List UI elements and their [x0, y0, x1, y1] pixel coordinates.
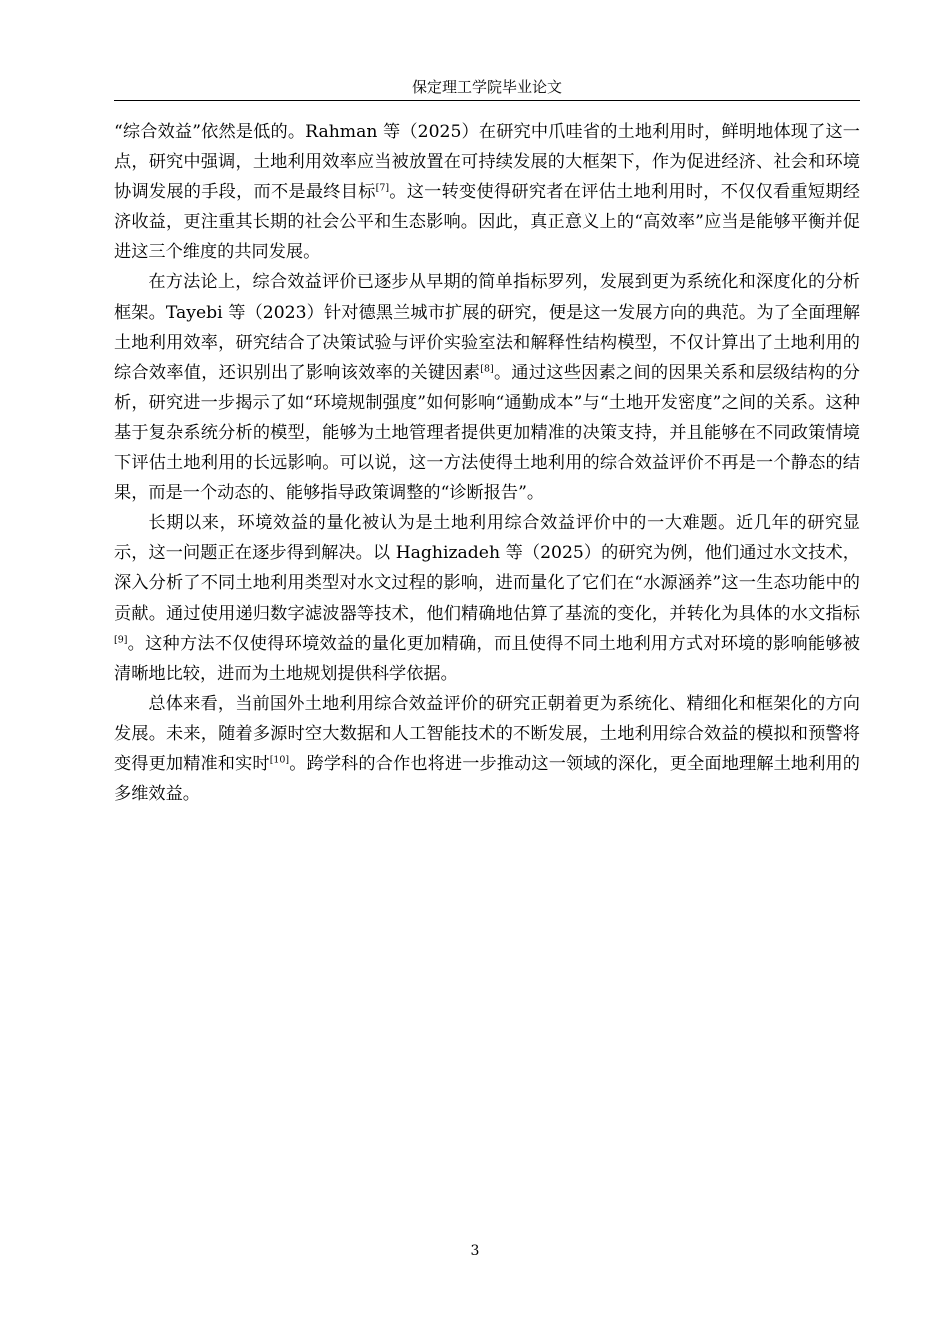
paragraph-1 [114, 117, 860, 267]
paragraph-text: 长期以来，环境效益的量化被认为是土地利用综合效益评价中的一大难题。近几年的研究显示，这一问题正在逐步得到解决。以 Haghizadeh 等（2025）的研究为例，他们通过水文技术，深入分析了不同土地利用类型对水文过程的影响，进而量化了它们在“水源涵养”这一生态功能中的贡献。通过使用递归数字滤波器等技术，他们精确地估算了基流的变化，并转化为具体的水文指标 [114, 513, 860, 624]
header-title: 保定理工学院毕业论文 [411, 78, 562, 96]
citation-10: [10] [269, 754, 290, 766]
citation-9: [9] [114, 633, 128, 645]
page-number: 3 [470, 1243, 480, 1259]
paragraph-text: 。通过这些因素之间的因果关系和层级结构的分析，研究进一步揭示了如“环境规制强度”如何影响“通勤成本”与“土地开发密度”之间的关系。这种基于复杂系统分析的模型，能够为土地管理者提供更加精准的决策支持，并且能够在不同政策情境下评估土地利用的长远影响。可以说，这一方法使得土地利用的综合效益评价不再是一个静态的结果，而是一个动态的、能够指导政策调整的“诊断报告”。 [114, 362, 860, 504]
paragraph-3 [114, 508, 860, 689]
paragraph-text: 在方法论上，综合效益评价已逐步从早期的简单指标罗列，发展到更为系统化和深度化的分析框架。Tayebi 等（2023）针对德黑兰城市扩展的研究，便是这一发展方向的典范。为了全面理解土地利用效率，研究结合了决策试验与评价实验室法和解释性结构模型，不仅计算出了土地利用的综合效率值，还识别出了影响该效率的关键因素 [114, 272, 860, 383]
paragraph-4 [114, 689, 860, 809]
paragraph-text: 总体来看，当前国外土地利用综合效益评价的研究正朝着更为系统化、精细化和框架化的方向发展。未来，随着多源时空大数据和人工智能技术的不断发展，土地利用综合效益的模拟和预警将变得更加精准和实时 [114, 693, 860, 774]
header-divider [114, 100, 860, 101]
paragraph-text: 。跨学科的合作也将进一步推动这一领域的深化，更全面地理解土地利用的多维效益。 [114, 753, 860, 805]
page-header [114, 72, 860, 102]
body-text [114, 117, 860, 809]
paragraph-text: “综合效益”依然是低的。Rahman 等（2025）在研究中爪哇省的土地利用时，鲜明地体现了这一点，研究中强调，土地利用效率应当被放置在可持续发展的大框架下，作为促进经济、社会和环境协调发展的手段，而不是最终目标 [114, 122, 860, 203]
paragraph-text: 。这一转变使得研究者在评估土地利用时，不仅仅看重短期经济收益，更注重其长期的社会公平和生态影响。因此，真正意义上的“高效率”应当是能够平衡并促进这三个维度的共同发展。 [114, 182, 860, 263]
citation-8: [8] [480, 363, 494, 375]
paragraph-2 [114, 267, 860, 508]
citation-7: [7] [375, 182, 390, 194]
paragraph-text: 。这种方法不仅使得环境效益的量化更加精确，而且使得不同土地利用方式对环境的影响能够被清晰地比较，进而为土地规划提供科学依据。 [114, 633, 860, 684]
